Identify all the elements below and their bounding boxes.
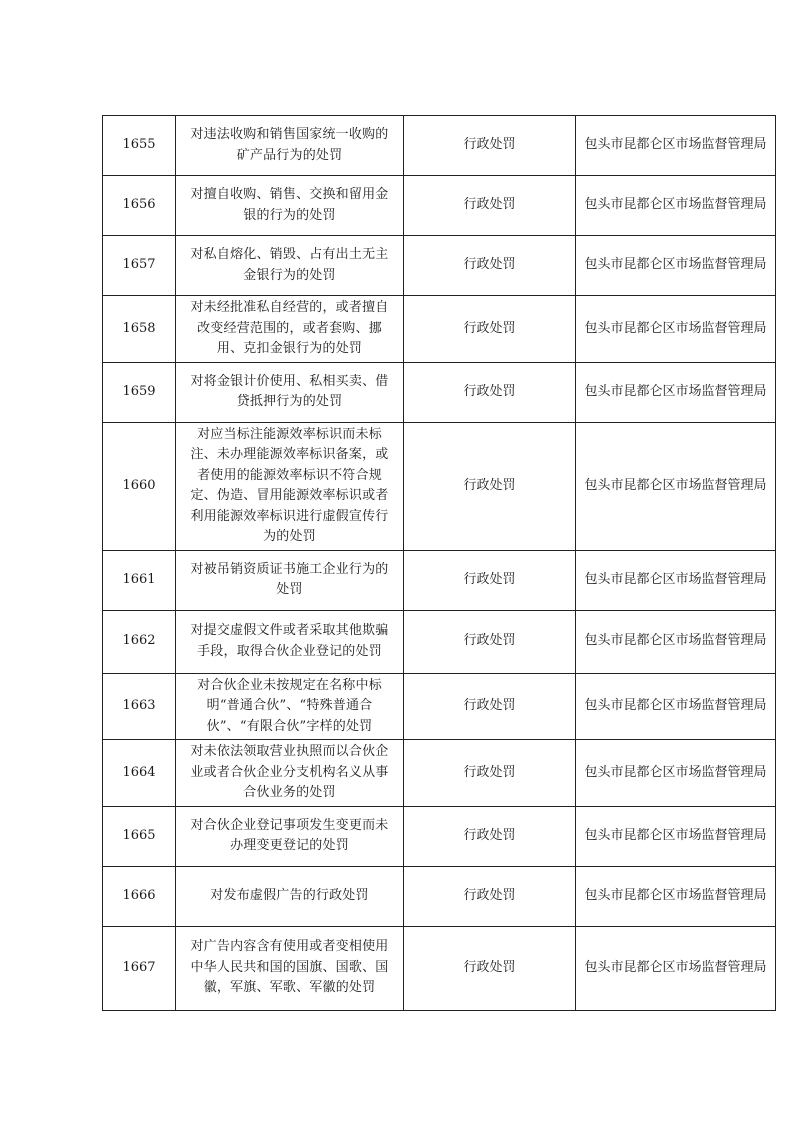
table-row [103, 176, 776, 236]
item-name: 对私自熔化、销毁、占有出土无主金银行为的处罚 [176, 236, 404, 296]
item-name: 对提交虚假文件或者采取其他欺骗手段，取得合伙企业登记的处罚 [176, 610, 404, 673]
responsible-department: 包头市昆都仑区市场监督管理局 [576, 806, 776, 866]
item-type: 行政处罚 [404, 806, 576, 866]
table-row [103, 116, 776, 176]
responsible-department: 包头市昆都仑区市场监督管理局 [576, 866, 776, 926]
responsible-department: 包头市昆都仑区市场监督管理局 [576, 296, 776, 363]
responsible-department: 包头市昆都仑区市场监督管理局 [576, 740, 776, 807]
responsible-department: 包头市昆都仑区市场监督管理局 [576, 362, 776, 422]
item-type: 行政处罚 [404, 176, 576, 236]
table-row [103, 236, 776, 296]
item-name: 对擅自收购、销售、交换和留用金银的行为的处罚 [176, 176, 404, 236]
item-type: 行政处罚 [404, 550, 576, 610]
item-type: 行政处罚 [404, 926, 576, 1010]
table-row [103, 296, 776, 363]
responsible-department: 包头市昆都仑区市场监督管理局 [576, 673, 776, 740]
item-type: 行政处罚 [404, 296, 576, 363]
item-name: 对将金银计价使用、私相买卖、借贷抵押行为的处罚 [176, 362, 404, 422]
item-type: 行政处罚 [404, 362, 576, 422]
row-number: 1665 [103, 806, 176, 866]
row-number: 1667 [103, 926, 176, 1010]
table-row [103, 422, 776, 550]
table-row [103, 806, 776, 866]
row-number: 1660 [103, 422, 176, 550]
item-type: 行政处罚 [404, 422, 576, 550]
table-row [103, 866, 776, 926]
table-row [103, 610, 776, 673]
item-name: 对被吊销资质证书施工企业行为的处罚 [176, 550, 404, 610]
row-number: 1666 [103, 866, 176, 926]
responsible-department: 包头市昆都仑区市场监督管理局 [576, 550, 776, 610]
row-number: 1661 [103, 550, 176, 610]
item-name: 对合伙企业登记事项发生变更而未办理变更登记的处罚 [176, 806, 404, 866]
table-row [103, 362, 776, 422]
item-name: 对发布虚假广告的行政处罚 [176, 866, 404, 926]
item-type: 行政处罚 [404, 610, 576, 673]
responsible-department: 包头市昆都仑区市场监督管理局 [576, 610, 776, 673]
table-row [103, 550, 776, 610]
item-name: 对合伙企业未按规定在名称中标明“普通合伙”、“特殊普通合伙”、“有限合伙”字样的处罚 [176, 673, 404, 740]
item-type: 行政处罚 [404, 236, 576, 296]
item-type: 行政处罚 [404, 673, 576, 740]
responsible-department: 包头市昆都仑区市场监督管理局 [576, 926, 776, 1010]
row-number: 1656 [103, 176, 176, 236]
table-row [103, 673, 776, 740]
row-number: 1657 [103, 236, 176, 296]
row-number: 1662 [103, 610, 176, 673]
responsible-department: 包头市昆都仑区市场监督管理局 [576, 236, 776, 296]
item-type: 行政处罚 [404, 116, 576, 176]
row-number: 1655 [103, 116, 176, 176]
responsible-department: 包头市昆都仑区市场监督管理局 [576, 176, 776, 236]
row-number: 1658 [103, 296, 176, 363]
item-name: 对未经批准私自经营的，或者擅自改变经营范围的，或者套购、挪用、克扣金银行为的处罚 [176, 296, 404, 363]
penalty-items-table [102, 115, 776, 1011]
item-type: 行政处罚 [404, 740, 576, 807]
row-number: 1663 [103, 673, 176, 740]
table-body [103, 116, 776, 1011]
table-row [103, 740, 776, 807]
item-name: 对广告内容含有使用或者变相使用中华人民共和国的国旗、国歌、国徽，军旗、军歌、军徽的处罚 [176, 926, 404, 1010]
table-row [103, 926, 776, 1010]
item-name: 对未依法领取营业执照而以合伙企业或者合伙企业分支机构名义从事合伙业务的处罚 [176, 740, 404, 807]
row-number: 1659 [103, 362, 176, 422]
item-name: 对违法收购和销售国家统一收购的矿产品行为的处罚 [176, 116, 404, 176]
responsible-department: 包头市昆都仑区市场监督管理局 [576, 422, 776, 550]
responsible-department: 包头市昆都仑区市场监督管理局 [576, 116, 776, 176]
item-name: 对应当标注能源效率标识而未标注、未办理能源效率标识备案，或者使用的能源效率标识不符合规定、伪造、冒用能源效率标识或者利用能源效率标识进行虚假宣传行为的处罚 [176, 422, 404, 550]
item-type: 行政处罚 [404, 866, 576, 926]
row-number: 1664 [103, 740, 176, 807]
